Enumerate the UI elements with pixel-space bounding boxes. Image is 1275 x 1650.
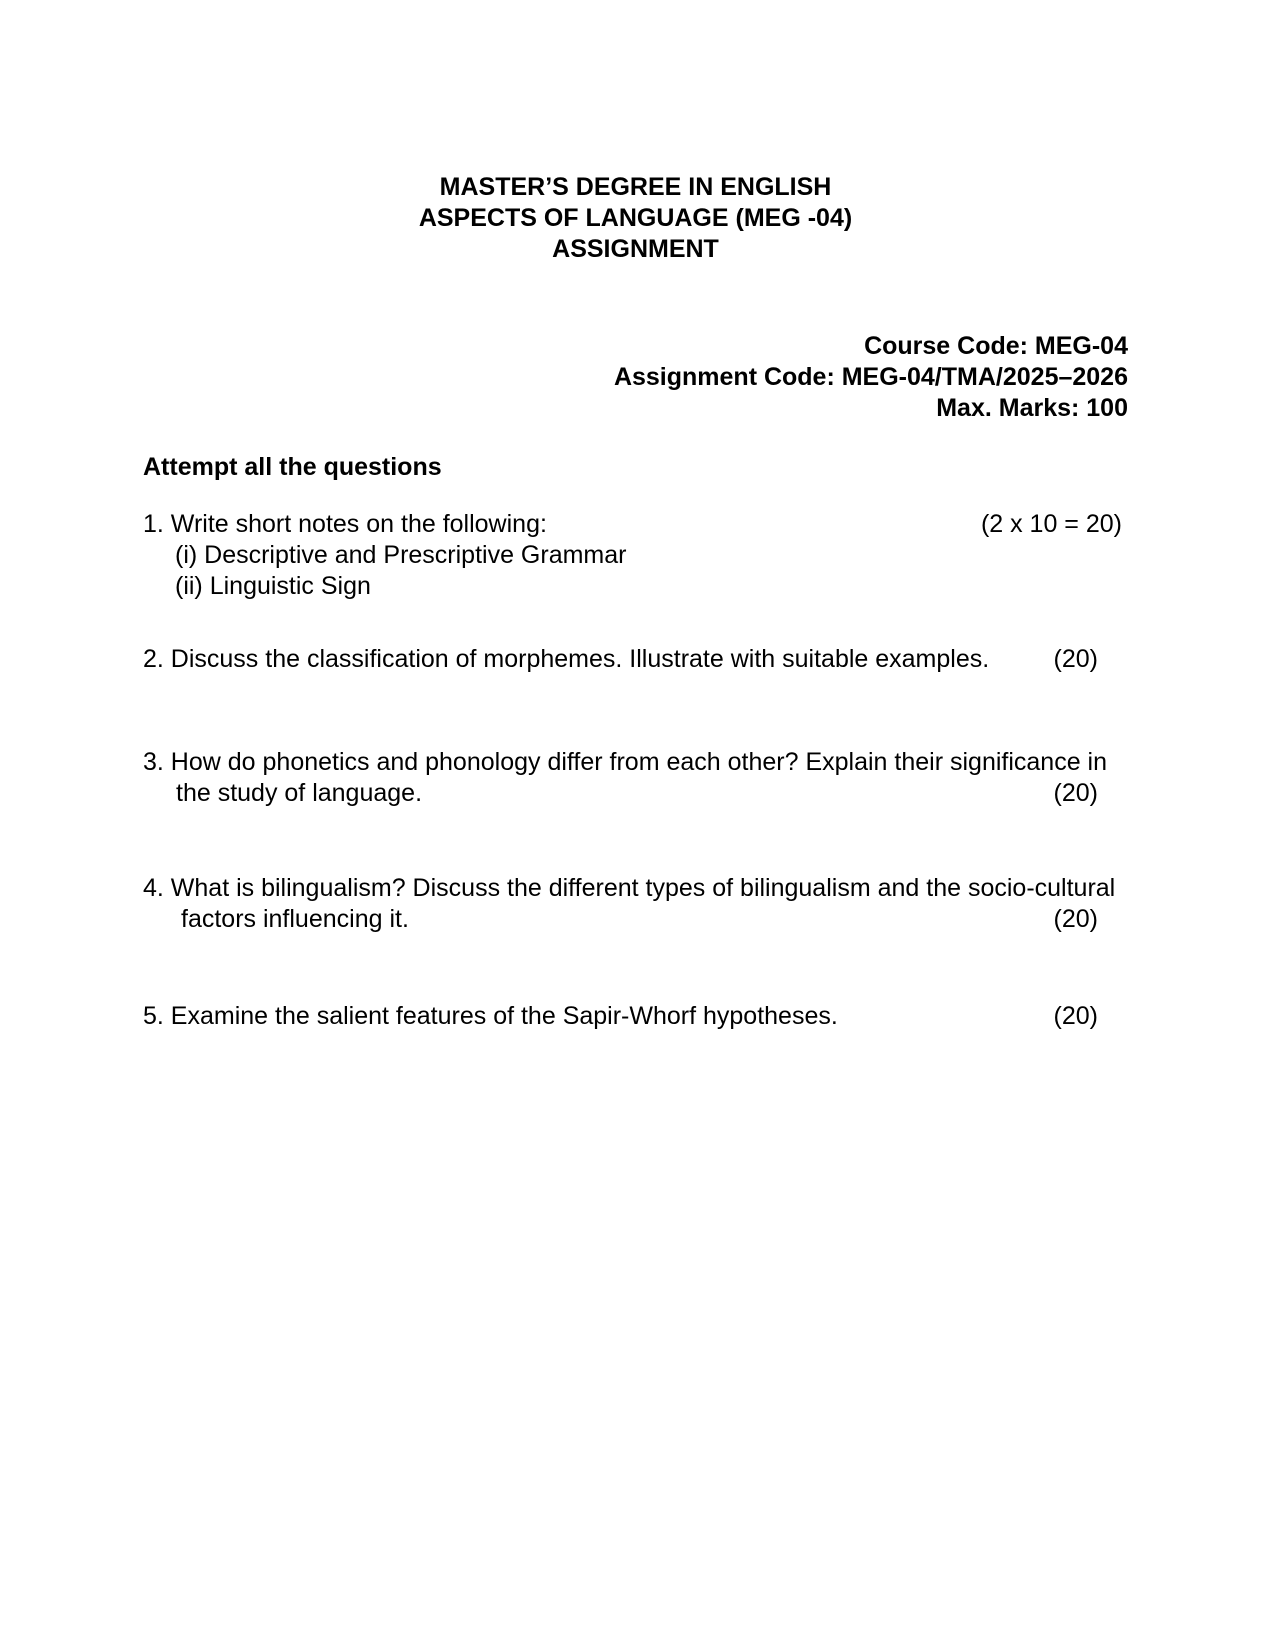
question-4-text-line-2: factors influencing it.	[181, 905, 409, 933]
assignment-code: Assignment Code: MEG-04/TMA/2025–2026	[613, 363, 1128, 391]
question-4-text-line-1: 4. What is bilingualism? Discuss the different types of bilingualism and the socio-cultural	[143, 874, 1116, 902]
assignment-meta-block	[143, 331, 1128, 424]
question-2-line	[143, 644, 1128, 675]
question-2	[143, 644, 1128, 675]
question-1-text: 1. Write short notes on the following:	[143, 510, 547, 538]
assignment-heading: ASSIGNMENT	[552, 235, 719, 263]
question-3-text-line-2: the study of language.	[176, 779, 423, 807]
question-4-marks: (20)	[1053, 905, 1098, 933]
question-1	[143, 509, 1128, 602]
question-1-marks: (2 x 10 = 20)	[980, 510, 1122, 538]
question-5-text: 5. Examine the salient features of the Sapir-Whorf hypotheses.	[143, 1002, 838, 1030]
question-5-line	[143, 1001, 1128, 1032]
question-5	[143, 1001, 1128, 1032]
degree-title: MASTER’S DEGREE IN ENGLISH	[439, 173, 832, 201]
question-5-marks: (20)	[1053, 1002, 1098, 1030]
course-title: ASPECTS OF LANGUAGE (MEG -04)	[418, 204, 853, 232]
question-4	[143, 873, 1128, 935]
instruction-line: Attempt all the questions	[143, 453, 442, 481]
question-3-line-2	[143, 778, 1128, 809]
question-2-marks: (20)	[1053, 645, 1098, 673]
question-4-line-2	[143, 904, 1128, 935]
question-2-text: 2. Discuss the classification of morphemes. Illustrate with suitable examples.	[143, 645, 990, 673]
question-1-subitem-i: (i) Descriptive and Prescriptive Grammar	[175, 541, 627, 569]
question-3-marks: (20)	[1053, 779, 1098, 807]
question-1-line	[143, 509, 1128, 540]
question-3	[143, 747, 1128, 809]
question-1-subitem-ii: (ii) Linguistic Sign	[175, 572, 371, 600]
document-title-block	[143, 0, 1128, 265]
max-marks: Max. Marks: 100	[936, 394, 1128, 422]
question-3-text-line-1: 3. How do phonetics and phonology differ from each other? Explain their significance in	[143, 748, 1108, 776]
course-code: Course Code: MEG-04	[864, 332, 1128, 360]
